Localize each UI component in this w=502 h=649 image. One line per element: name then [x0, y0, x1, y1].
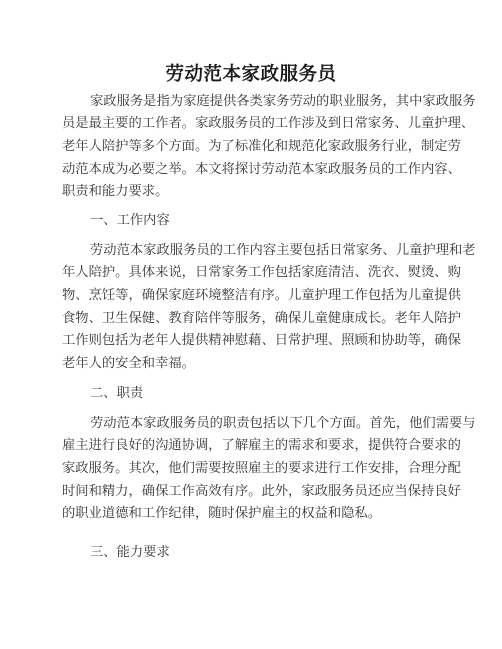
- section-line: 时间和精力，确保工作高效有序。此外，家政服务员还应当保持良好: [62, 484, 461, 499]
- section-line: 劳动范本家政服务员的职责包括以下几个方面。首先，他们需要与: [90, 416, 476, 431]
- section-heading: 三、能力要求: [90, 545, 170, 560]
- intro-line: 职责和能力要求。: [62, 184, 169, 199]
- section-line: 雇主进行良好的沟通协调，了解雇主的需求和要求，提供符合要求的: [62, 438, 461, 453]
- intro-line: 老年人陪护等多个方面。为了标准化和规范化家政服务行业，制定劳: [62, 139, 461, 154]
- section-line: 工作则包括为老年人提供精神慰藉、日常护理、照顾和协助等，确保: [62, 333, 461, 348]
- intro-line: 动范本成为必要之举。本文将探讨劳动范本家政服务员的工作内容、: [62, 162, 461, 177]
- section-line: 的职业道德和工作纪律，随时保护雇主的权益和隐私。: [62, 506, 382, 521]
- section-line: 家政服务。其次，他们需要按照雇主的要求进行工作安排，合理分配: [62, 461, 461, 476]
- intro-line: 家政服务是指为家庭提供各类家务劳动的职业服务，其中家政服务: [90, 94, 476, 109]
- intro-line: 员是最主要的工作者。家政服务员的工作涉及到日常家务、儿童护理、: [62, 116, 475, 131]
- section-line: 物、烹饪等，确保家庭环境整洁有序。儿童护理工作包括为儿童提供: [62, 288, 461, 303]
- document-title: 劳动范本家政服务员: [165, 64, 337, 85]
- section-line: 老年人的安全和幸福。: [62, 356, 195, 371]
- section-line: 年人陪护。具体来说，日常家务工作包括家庭清洁、洗衣、熨烫、购: [62, 265, 461, 280]
- section-heading: 二、职责: [90, 386, 144, 401]
- section-heading: 一、工作内容: [90, 213, 170, 228]
- section-line: 食物、卫生保健、教育陪伴等服务，确保儿童健康成长。老年人陪护: [62, 311, 461, 326]
- section-line: 劳动范本家政服务员的工作内容主要包括日常家务、儿童护理和老: [90, 243, 476, 258]
